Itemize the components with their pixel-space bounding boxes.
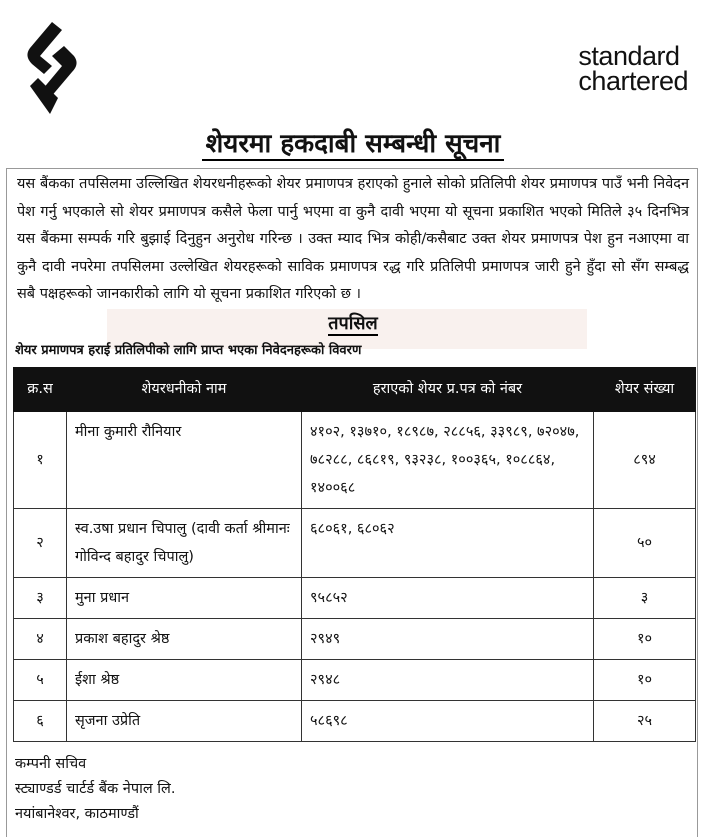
table-caption: शेयर प्रमाणपत्र हराई प्रतिलिपीको लागि प्राप्त भएका निवेदनहरूको विवरण xyxy=(15,342,362,358)
cell-shares: २५ xyxy=(594,700,696,741)
table-row xyxy=(14,577,696,618)
header-name: शेयरधनीको नाम xyxy=(67,367,302,411)
cell-numbers: २९४९ xyxy=(302,618,594,659)
standard-chartered-logo-icon xyxy=(22,18,82,118)
subtitle-text: तपसिल xyxy=(328,312,378,334)
footer-line: स्ट्याण्डर्ड चार्टर्ड बैंक नेपाल लि. xyxy=(15,780,176,797)
cell-name: मीना कुमारी रौनियार xyxy=(67,411,302,508)
cell-name: सृजना उप्रेति xyxy=(67,700,302,741)
cell-shares: ५० xyxy=(594,508,696,577)
table-row xyxy=(14,700,696,741)
cell-numbers: ४१०२, १३७१०, १८९८७, २८८५६, ३३९८९, ७२०४७, ७८२८८, ८६८१९, ९३२३८, १००३६५, १०८८६४, १४००६८ xyxy=(302,411,594,508)
cell-sn: ३ xyxy=(14,577,67,618)
cell-shares: ३ xyxy=(594,577,696,618)
header-shares: शेयर संख्या xyxy=(594,367,696,411)
cell-sn: ४ xyxy=(14,618,67,659)
cell-numbers: २९४८ xyxy=(302,659,594,700)
table-row xyxy=(14,618,696,659)
notice-paragraph: यस बैंकका तपसिलमा उल्लिखित शेयरधनीहरूको शेयर प्रमाणपत्र हराएको हुनाले सोको प्रतिलिपी शेयर प्रमाणपत्र पाउँ भनी निवेदन पेश गर्नु भएकाले सो शेयर प्रमाणपत्र कसैले फेला पार्नु भएमा वा कुनै दावी भएमा यो सूचना प्रकाशित भएको मितिले ३५ दिनभित्र यस बैंकमा सम्पर्क गरि बुझाई दिनुहुन अनुरोध गरिन्छ । उक्त म्याद भित्र कोही/कसैबाट उक्त शेयर प्रमाणपत्र पेश हुन नआएमा वा कुनै दावी नपरेमा तपसिलमा उल्लेखित शेयरहरूको साविक प्रमाणपत्र रद्ध गरि प्रतिलिपी प्रमाणपत्र जारी हुने हुँदा सो सँग सम्बद्ध सबै पक्षहरूको जानकारीको लागि यो सूचना प्रकाशित गरिएको छ । xyxy=(17,176,689,302)
footer-line: कम्पनी सचिव xyxy=(15,755,87,772)
notice-frame xyxy=(6,168,698,837)
cell-name: प्रकाश बहादुर श्रेष्ठ xyxy=(67,618,302,659)
signature-block xyxy=(15,752,693,827)
claims-table xyxy=(13,367,696,742)
subtitle xyxy=(13,311,693,337)
notice-title xyxy=(0,126,706,162)
cell-sn: २ xyxy=(14,508,67,577)
cell-sn: ५ xyxy=(14,659,67,700)
cell-shares: ८९४ xyxy=(594,411,696,508)
header-sn: क्र.स xyxy=(14,367,67,411)
brand-line1: standard xyxy=(578,41,680,71)
table-row xyxy=(14,659,696,700)
cell-shares: १० xyxy=(594,659,696,700)
cell-sn: ६ xyxy=(14,700,67,741)
cell-shares: १० xyxy=(594,618,696,659)
table-row xyxy=(14,411,696,508)
cell-numbers: ९५८५२ xyxy=(302,577,594,618)
cell-name: ईशा श्रेष्ठ xyxy=(67,659,302,700)
cell-numbers: ५८६९८ xyxy=(302,700,594,741)
header xyxy=(0,0,706,126)
table-row xyxy=(14,508,696,577)
cell-numbers: ६८०६१, ६८०६२ xyxy=(302,508,594,577)
cell-name: स्व.उषा प्रधान चिपालु (दावी कर्ता श्रीमानः गोविन्द बहादुर चिपालु) xyxy=(67,508,302,577)
title-text: शेयरमा हकदाबी सम्बन्धी सूचना xyxy=(202,129,505,161)
table-header xyxy=(14,367,696,411)
footer-line: नयांबानेश्वर, काठमाण्डौं xyxy=(15,805,139,822)
cell-name: मुना प्रधान xyxy=(67,577,302,618)
brand-line2: chartered xyxy=(578,66,688,96)
brand-name xyxy=(578,41,688,96)
header-numbers: हराएको शेयर प्र.पत्र को नंबर xyxy=(302,367,594,411)
cell-sn: १ xyxy=(14,411,67,508)
